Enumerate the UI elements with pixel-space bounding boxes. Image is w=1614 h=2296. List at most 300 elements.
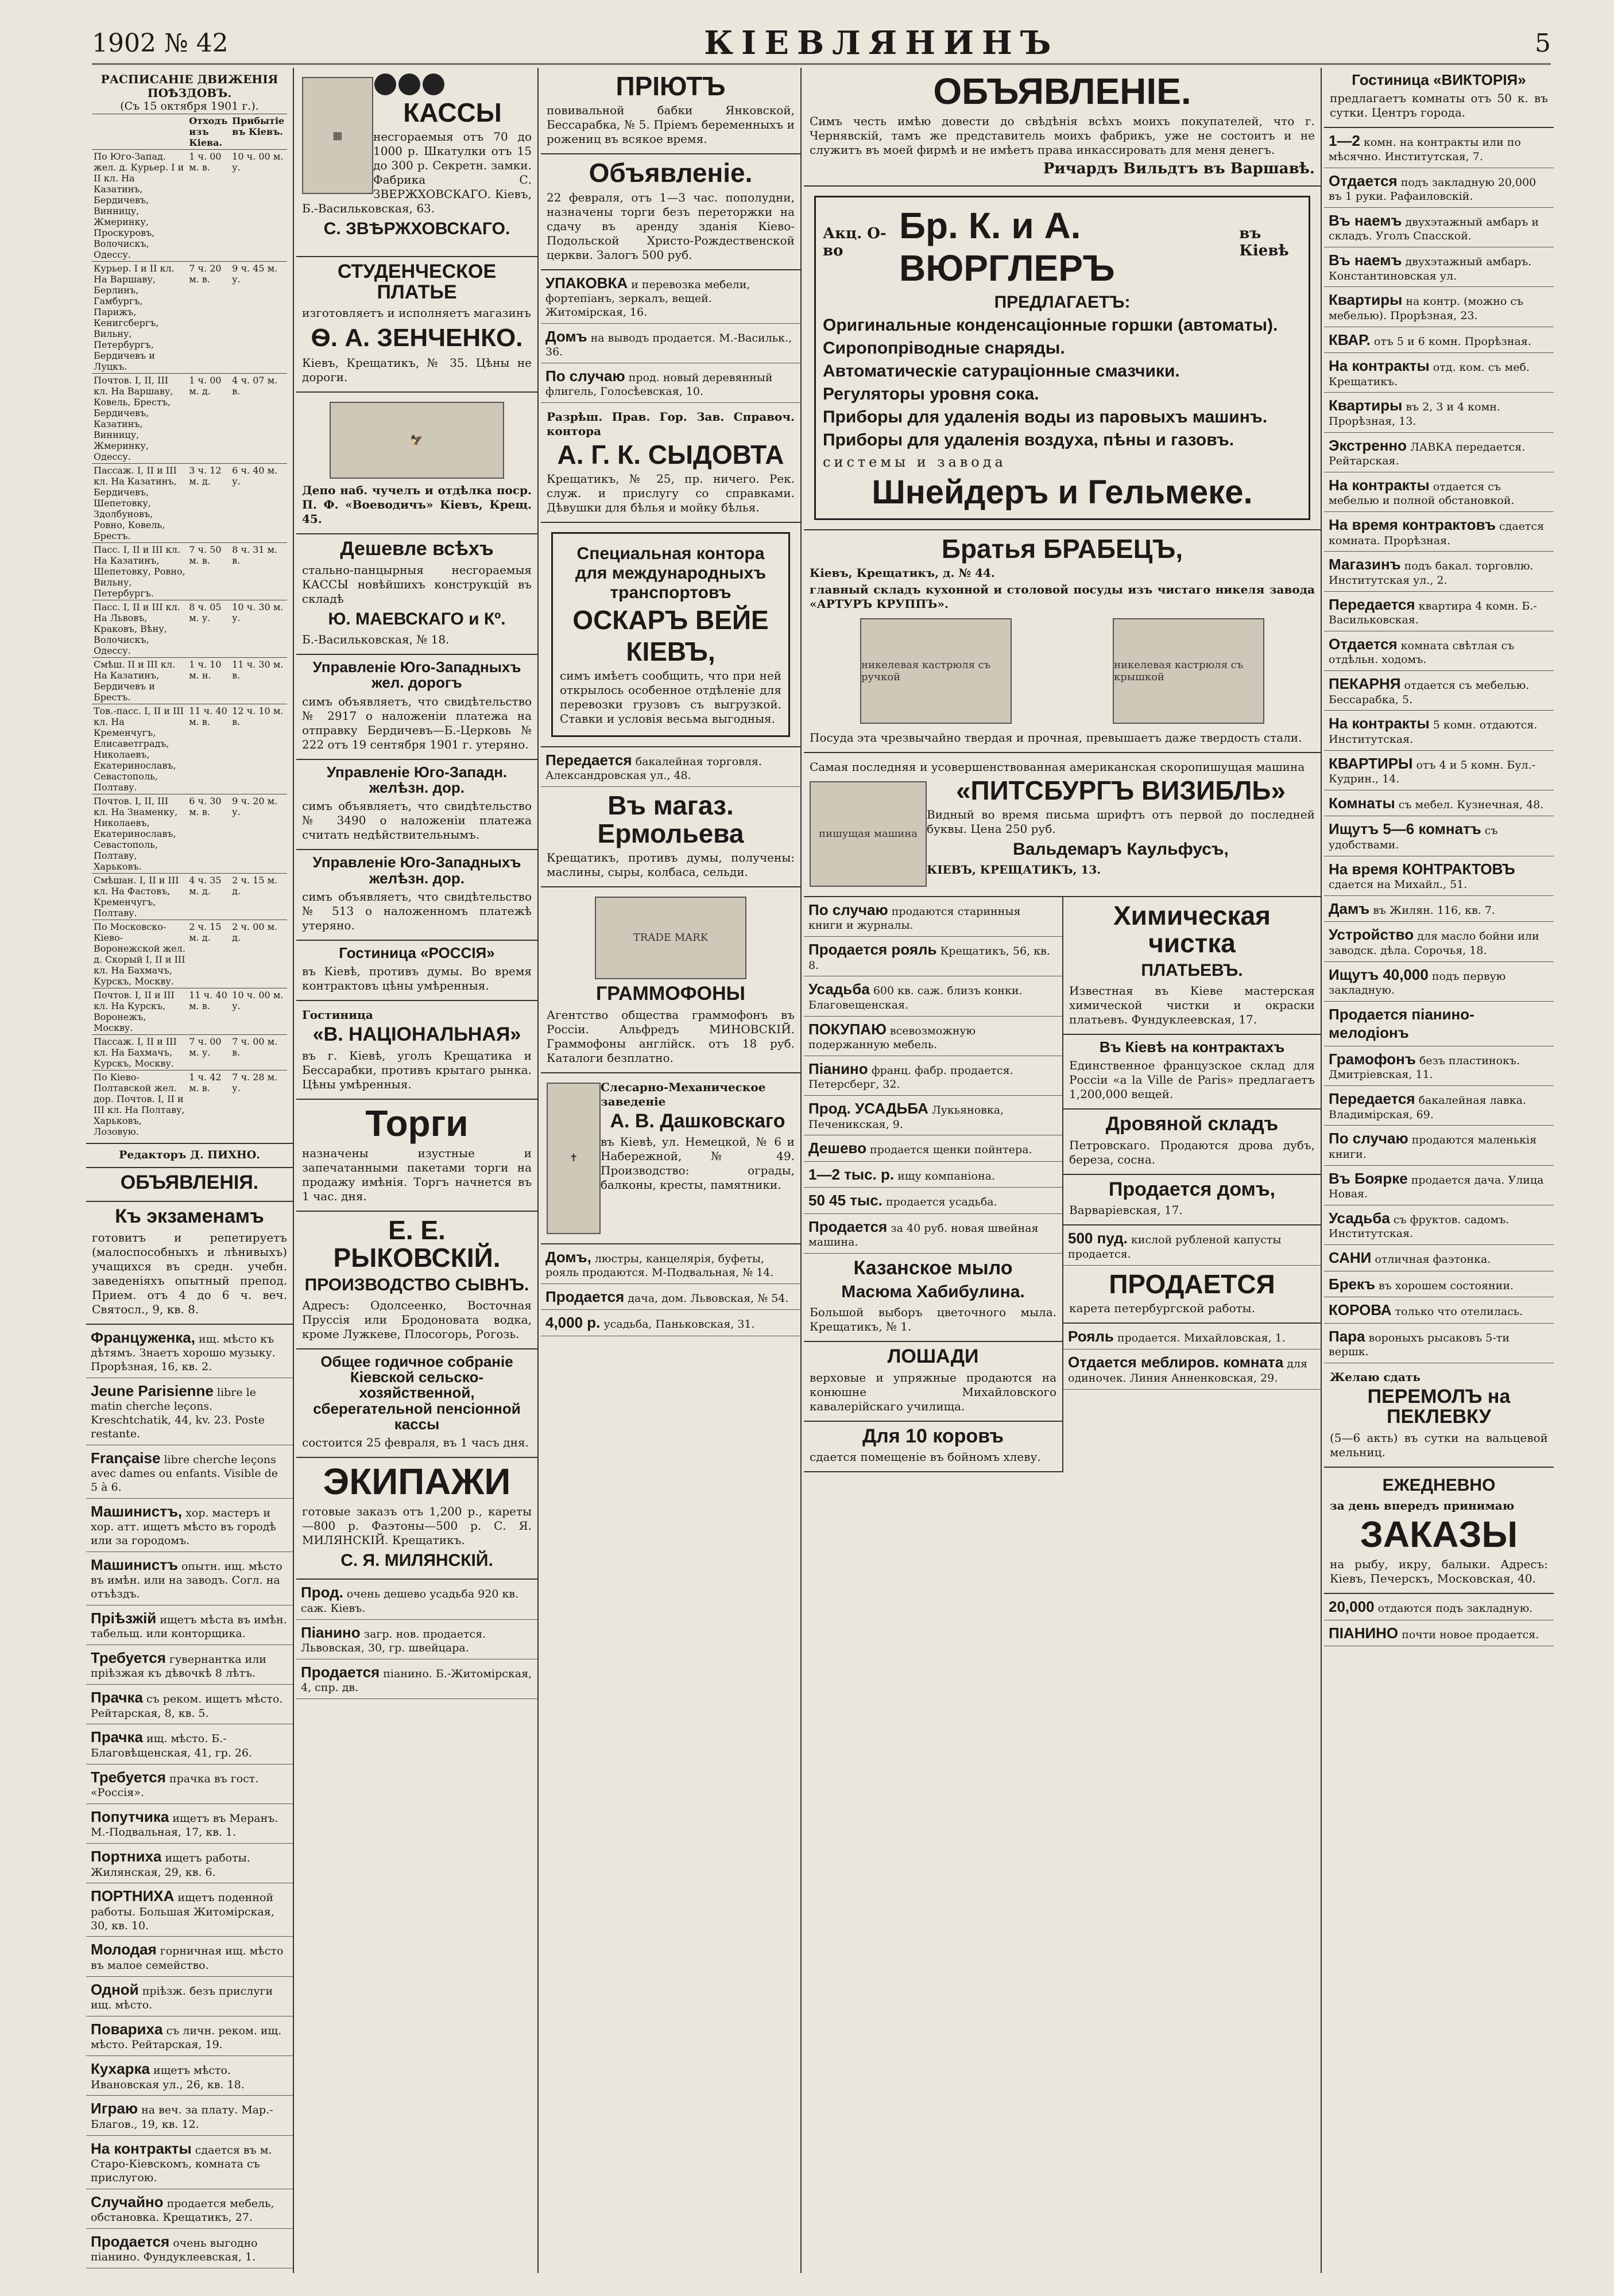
rr2-title: Управленіе Юго-Западн. желѣзн. дор. [326, 763, 508, 796]
small-ad [1324, 962, 1554, 1002]
small-ad-text: Крещатикъ, 56, кв. 8. [808, 945, 1050, 972]
pittsburgh-pre: Самая последняя и усовершенствованная американская скоропишущая машина [810, 759, 1305, 774]
small-ad-text: продается усадьба. [882, 1196, 997, 1209]
ermolyev-text: Крещатикъ, противъ думы, получены: маслины, сыры, колбаса, сельди. [547, 850, 795, 879]
brabec-ad [804, 530, 1321, 753]
column-4 [804, 68, 1322, 2273]
orders-pre: ЕЖЕДНЕВНО [1382, 1476, 1496, 1495]
small-ad [1324, 168, 1554, 208]
train-departure: 11 ч. 40 м. в. [187, 988, 230, 1034]
small-ad-text: 5 комн. отдаются. Институтская. [1329, 719, 1538, 746]
small-ad-keyword: Въ наемъ [1329, 211, 1402, 229]
milling-pre: Желаю сдать [1330, 1370, 1421, 1384]
small-ad [1324, 1166, 1554, 1205]
orders-ad [1324, 1468, 1554, 1594]
student-ad [296, 257, 537, 393]
meeting-text: состоится 25 февраля, въ 1 часъ дня. [302, 1436, 529, 1450]
small-ad [804, 1135, 1062, 1162]
small-ad [1324, 1086, 1554, 1126]
pot-illustration: никелевая кастрюля съ крышкой [1113, 618, 1264, 724]
dry-cleaning-title: Химическая чистка [1113, 900, 1271, 959]
wurgler-item: Приборы для удаленія воздуха, пѣны и газовъ. [823, 430, 1234, 449]
small-ad-text: ищетъ работы. Жилянская, 29, кв. 6. [91, 1852, 250, 1879]
small-ad [86, 2056, 293, 2096]
small-ad: УПАКОВКА и перевозка мебели, фортепіанъ, зеркалъ, вещей. Житомірская, 16. [541, 270, 800, 324]
small-ad-keyword: Пара [1329, 1327, 1365, 1345]
small-ad-keyword: Машинистъ, [91, 1502, 183, 1520]
small-ad-text: подъ бакал. торговлю. Институтская ул., 2. [1329, 560, 1534, 587]
small-ad-text: Лукьяновка, Печеникская, 9. [808, 1104, 1004, 1131]
train-arrival: 2 ч. 00 м. д. [230, 920, 287, 988]
small-ad: Домъ, люстры, канцелярія, буфеты, рояль продаются. М-Подвальная, № 14. [541, 1244, 800, 1284]
train-route: Пассаж. I, II и III кл. На Бахмачъ, Курскъ, Москву. [92, 1034, 187, 1070]
small-ad-keyword: КОРОВА [1329, 1301, 1392, 1319]
small-ad [1324, 1046, 1554, 1086]
horses-title: ЛОШАДИ [887, 1345, 979, 1367]
train-route: По Кіево-Полтавской жел. дор. Почтов. I, II и III кл. На Полтаву, Харьковъ, Лозовую. [92, 1070, 187, 1138]
train-route: По Юго-Запад. жел. д. Курьер. I и II кл. На Казатинъ, Бердичевъ, Винницу, Жмеринку, Проскуровъ, Волочискъ, Одессу. [92, 149, 187, 261]
small-ad [86, 1445, 293, 1499]
small-ad-text: отдается съ мебелью и полной обстановкой. [1329, 480, 1515, 507]
cheap-safes-ad [296, 534, 537, 655]
brabec-title: Братья БРАБЕЦЪ, [941, 533, 1183, 564]
small-ad-keyword: Дамъ [1329, 899, 1370, 917]
small-ad-text: продается щенки пойнтера. [866, 1143, 1032, 1157]
train-arr-header: Прибытіе въ Кіевъ. [230, 114, 287, 149]
rykovsky-text: Адресъ: Одолсеенко, Восточная Пруссія или Бродоновата водка, кроме Лужкеве, Плосогорь, Рогозь. [302, 1298, 532, 1341]
small-ad-keyword: На контракты [1329, 357, 1430, 375]
small-ad [1324, 327, 1554, 354]
cheap-name: Ю. МАЕВСКАГО и Кº. [328, 610, 506, 629]
small-ad [1324, 922, 1554, 961]
small-ad [86, 1605, 293, 1645]
kazan-name: Масюма Хабибулина. [841, 1282, 1025, 1301]
wurgler-title: Бр. К. и А. ВЮРГЛЕРЪ [899, 204, 1115, 289]
train-arrival: 9 ч. 45 м. у. [230, 261, 287, 373]
small-ad [86, 1685, 293, 1724]
small-ad-keyword: На время КОНТРАКТОВЪ [1329, 860, 1515, 878]
train-row [92, 1070, 287, 1138]
small-ad [1324, 790, 1554, 817]
train-schedule-title: РАСПИСАНІЕ ДВИЖЕНІЯ ПОѢЗДОВЪ. [100, 72, 278, 100]
contracts-title: Въ Кіевѣ на контрактахъ [1099, 1038, 1285, 1056]
small-ad-text: съ фруктов. садомъ. Институтская. [1329, 1213, 1510, 1240]
small-ad [86, 2189, 293, 2229]
veie-title: ОСКАРЪ ВЕЙЕ [572, 605, 769, 635]
hotel-nat-text: въ г. Кіевѣ, уголъ Крещатика и Бессарабки, противъ крытаго рынка. Цѣны умѣренныя. [302, 1048, 532, 1091]
carriages-text: готовые заказъ отъ 1,200 р., кареты—800 р. Фаэтоны—500 р. С. Я. МИЛЯНСКІЙ. Крещатикъ. [302, 1504, 532, 1548]
small-ad [1324, 393, 1554, 432]
gramophone-title: ГРАММОФОНЫ [596, 982, 745, 1004]
small-ad-text: въ 2, 3 и 4 комн. Прорѣзная, 13. [1329, 401, 1501, 428]
train-schedule-subtitle: (Съ 15 октября 1901 г.). [120, 100, 259, 113]
small-ad-text: ЛАВКА передается. Рейтарская. [1329, 440, 1526, 468]
small-ad-text: вороныхъ рысаковъ 5-ти вершк. [1329, 1331, 1510, 1359]
milling-ad [1324, 1363, 1554, 1468]
train-schedule [86, 68, 293, 1144]
small-ad-keyword: ПЕКАРНЯ [1329, 675, 1401, 693]
small-ad-keyword: ПОРТНИХА [91, 1887, 175, 1905]
small-ad-keyword: Отдается [1329, 172, 1398, 189]
train-row [92, 657, 287, 704]
small-ad-keyword: Случайно [91, 2193, 164, 2210]
small-ad-text: отъ 5 и 6 комн. Прорѣзная. [1370, 335, 1531, 348]
small-ad-text: опытн. ищ. мѣсто въ имѣн. или на заводъ. Согл. на отъѣздъ. [91, 1560, 282, 1600]
wurgler-ad [804, 187, 1321, 530]
small-ad-keyword: 1—2 [1329, 132, 1360, 150]
train-departure: 8 ч. 05 м. у. [187, 600, 230, 657]
rr2-text: симъ объявляетъ, что свидѣтельство № 3490 о наложеніи платежа считать недѣйствительнымъ. [302, 799, 532, 842]
student-addr: Кіевъ, Крещатикъ, № 35. Цѣны не дороги. [302, 356, 532, 385]
wildt-notice [804, 68, 1321, 187]
small-ad: Прод. очень дешево усадьба 920 кв. саж. Кіевъ. [296, 1580, 537, 1619]
small-ad-text: въ хорошем состоянии. [1375, 1279, 1514, 1292]
small-ad-text: съ удобствами. [1329, 824, 1498, 851]
wurgler-firm: Шнейдеръ и Гельмеке. [872, 473, 1253, 511]
ermolyev-ad [541, 787, 800, 887]
dry-cleaning-text: Известная въ Кіеве мастерская химической чистки и окраски платьевъ. Фундуклеевская, 17. [1069, 983, 1315, 1026]
wurgler-item: Оригинальные конденсаціонные горшки (автоматы). [823, 315, 1278, 335]
orders-title: ЗАКАЗЫ [1360, 1514, 1518, 1556]
small-ad-keyword: Jeune Parisienne [91, 1382, 214, 1399]
small-ad-text: продаются маленькія книги. [1329, 1134, 1537, 1161]
small-ad-keyword: Передается [1329, 595, 1415, 613]
firewood-title: Дровяной складъ [1105, 1112, 1279, 1135]
contracts-text: Единственное французское склад для Россіи «a la Ville de Paris» предлагаетъ 1,200,000 вещей. [1069, 1058, 1315, 1101]
train-route: Смѣшан. I, II и III кл. На Фастовъ, Кременчугъ, Полтаву. [92, 873, 187, 920]
kassy-factory: С. ЗВѢРЖХОВСКАГО. [323, 219, 510, 239]
cows-text: сдается помещеніе въ бойномъ хлеву. [810, 1450, 1041, 1464]
small-ad [1324, 552, 1554, 591]
small-ad-text: отдается съ мебелью. Бессарабка, 5. [1329, 679, 1530, 706]
small-ad-text: сдается въ м. Старо-Кіевскомъ, комната съ прислугою. [91, 2143, 272, 2184]
small-ad [1324, 512, 1554, 552]
small-ad-keyword: Повариха [91, 2020, 163, 2038]
small-ad-keyword: Усадьба [1329, 1209, 1390, 1227]
small-ad-keyword: Играю [91, 2100, 138, 2117]
cheap-title: Дешевле всѣхъ [340, 538, 494, 560]
carriages-ad [296, 1458, 537, 1580]
exam-text: готовитъ и репетируетъ (малоспособныхъ и лѣнивыхъ) учащихся въ средн. учебн. заведеніяхъ опытный препод. Прием. отъ 4 до 6 ч. веч. Святосл., 9, кв. 8. [92, 1230, 287, 1316]
small-ad-keyword: Магазинъ [1329, 556, 1401, 573]
small-ad-keyword: Отдается [1329, 635, 1398, 653]
small-ad-text: квартира 4 комн. Б.-Васильковская. [1329, 599, 1537, 627]
dry-cleaning-sub: ПЛАТЬЕВЪ. [1141, 960, 1243, 980]
kazan-text: Большой выборъ цветочного мыла. Крещатикъ, № 1. [810, 1305, 1056, 1333]
train-arrival: 10 ч. 00 м. у. [230, 988, 287, 1034]
small-ad [1324, 353, 1554, 393]
small-ad [86, 2229, 293, 2268]
cows-title: Для 10 коровъ [862, 1425, 1004, 1447]
brabec-text: Посуда эта чрезвычайно твердая и прочная, превышаетъ даже твердость стали. [810, 730, 1302, 744]
issue-number: 1902 № 42 [92, 28, 229, 58]
carriage-sale-text: карета петербургской работы. [1069, 1301, 1255, 1315]
train-row [92, 373, 287, 463]
carriages-title: ЭКИПАЖИ [323, 1461, 511, 1503]
train-route: Почтов. I, II, III кл. На Знаменку, Николаевъ, Екатеринославъ, Севастополь, Полтаву, Харьковъ. [92, 794, 187, 873]
train-arrival: 10 ч. 00 м. у. [230, 149, 287, 261]
small-ad [1324, 1271, 1554, 1298]
small-ad [1324, 1245, 1554, 1271]
train-arrival: 12 ч. 10 м. в. [230, 704, 287, 794]
train-arrival: 10 ч. 30 м. у. [230, 600, 287, 657]
eagle-illustration: 🦅 [330, 402, 504, 479]
train-row [92, 794, 287, 873]
small-ad [86, 2096, 293, 2135]
train-row [92, 704, 287, 794]
hotel-victoria-ad [1324, 68, 1554, 128]
small-ad-text: ищ. мѣсто къ дѣтямъ. Знаетъ хорошо музыку. Прорѣзная, 16, кв. 2. [91, 1332, 276, 1374]
small-ad-text: libre le matin cherche leçons. Kreschtchatik, 44, kv. 23. Poste restante. [91, 1386, 265, 1440]
contracts-ad [1063, 1035, 1321, 1110]
small-ad [1324, 592, 1554, 631]
sydov-title: А. Г. К. СЫДОВТА [557, 440, 784, 470]
wildt-sign: Ричардъ Вильдтъ въ Варшавѣ. [1043, 160, 1315, 178]
exam-ad [86, 1202, 293, 1325]
church-text: 22 февраля, отъ 1—3 час. пополудни, назначены торги безъ переторжки на сдачу въ аренду зданія Кіево-Подольской Христо-Рождественской церкви. Залогъ 500 руб. [547, 190, 795, 262]
rykovsky-ad [296, 1212, 537, 1349]
house-sale-title: Продается домъ, [1108, 1178, 1276, 1200]
small-ad [86, 1804, 293, 1844]
shelter-text: повивальной бабки Янковской, Бессарабка, № 5. Пріемъ беременныхъ и рожениц въ всякое время. [547, 103, 795, 146]
railway-notice-2 [296, 760, 537, 851]
house-sale-ad [1063, 1175, 1321, 1226]
train-table-header [92, 114, 287, 149]
small-ad [1324, 631, 1554, 671]
rr3-title: Управленіе Юго-Западныхъ желѣзн. дор. [312, 854, 521, 887]
wurgler-item: Приборы для удаленія воды из паровыхъ машинъ. [823, 407, 1268, 426]
railway-notice-1 [296, 655, 537, 760]
small-ad: Продается дача, дом. Львовская, № 54. [541, 1284, 800, 1310]
train-departure: 1 ч. 00 м. д. [187, 373, 230, 463]
train-row [92, 988, 287, 1034]
small-ad-text: пріѣзж. безъ прислуги ищ. мѣсто. [91, 1984, 273, 2012]
train-row [92, 149, 287, 261]
small-ad-text: ищ. мѣсто. Б.-Благовѣщенская, 41, гр. 26. [91, 1732, 253, 1759]
col4-lower-left [804, 897, 1063, 1472]
small-ad-keyword: Прод. УСАДЬБА [808, 1100, 928, 1118]
saucepan-illustration: никелевая кастрюля съ ручкой [860, 618, 1012, 724]
small-ad [86, 1325, 293, 1378]
ermolyev-title: Въ магаз. Ермольева [597, 790, 744, 848]
taxidermy-text: Депо наб. чучелъ и отдѣлка поср. П. Ф. «Воеводичъ» Кіевъ, Крещ. 45. [302, 483, 532, 526]
col1-small-ads [86, 1325, 293, 2268]
hotel-nat-pre: Гостиница [302, 1008, 373, 1022]
masthead [92, 23, 1551, 65]
small-ad-keyword: Грамофонъ [1329, 1050, 1416, 1068]
small-ad: 500 пуд. кислой рубленой капусты продается. [1063, 1225, 1321, 1265]
small-ad: Продается пiанино. Б.-Житомірская, 4, спр. дв. [296, 1659, 537, 1699]
small-ad-keyword: ПОКУПАЮ [808, 1020, 887, 1038]
small-ad-keyword: Піанино [808, 1060, 868, 1077]
carriages-name: С. Я. МИЛЯНСКІЙ. [340, 1551, 493, 1570]
train-arrival: 7 ч. 00 м. в. [230, 1034, 287, 1070]
small-ad-keyword: Брекъ [1329, 1275, 1375, 1293]
train-route: Пасс. I, II и III кл. На Львовъ, Краковъ, Вѣну, Волочискъ, Одессу. [92, 600, 187, 657]
small-ad-keyword: Дешево [808, 1139, 866, 1157]
train-departure: 11 ч. 40 м. в. [187, 704, 230, 794]
meeting-ad [296, 1349, 537, 1458]
small-ad [804, 897, 1062, 937]
hotel-russia-text: въ Кіевѣ, противъ думы. Во время контрактовъ цѣны умѣренныя. [302, 964, 532, 993]
train-dep-header: Отходъ изъ Кіева. [187, 114, 230, 149]
small-ad-text: ищетъ мѣста въ имѣн. табельщ. или конторщика. [91, 1613, 287, 1640]
safe-illustration: ▦ [302, 77, 373, 194]
small-ad: Піанино загр. нов. продается. Львовская, 30, гр. швейцара. [296, 1620, 537, 1659]
col4-lower [804, 897, 1321, 1472]
hotel-russia-ad [296, 941, 537, 1001]
wurgler-city: въ Кіевѣ [1239, 224, 1289, 259]
gramophone-trademark: TRADE MARK [595, 897, 746, 979]
train-departure: 1 ч. 10 м. н. [187, 657, 230, 704]
column-5 [1324, 68, 1554, 2273]
train-route: Пасс. I, II и III кл. На Казатинъ, Шепетовку, Ровно, Вильну, Петербургъ. [92, 542, 187, 600]
small-ad [86, 1764, 293, 1804]
small-ad-text: франц. фабр. продается. Петерсберг, 32. [808, 1064, 1013, 1091]
small-ad-keyword: Портниха [91, 1848, 162, 1865]
train-departure: 3 ч. 12 м. д. [187, 463, 230, 542]
carriage-sale-ad [1063, 1266, 1321, 1324]
brabec-addr: Кіевъ, Крещатикъ, д. № 44. [810, 565, 995, 580]
small-ad [1324, 1205, 1554, 1245]
train-departure: 7 ч. 20 м. в. [187, 261, 230, 373]
small-ad [804, 1056, 1062, 1096]
column-1 [86, 68, 294, 2273]
train-arrival: 11 ч. 30 м. в. [230, 657, 287, 704]
editor-line: Редакторъ Д. ПИХНО. [86, 1144, 293, 1168]
small-ad [86, 1844, 293, 1883]
train-route: Тов.-пасс. I, II и III кл. На Кременчугъ, Елисаветградъ, Николаевъ, Екатеринославъ, Севастополь, Полтаву. [92, 704, 187, 794]
small-ad [1324, 1297, 1554, 1324]
veie-ad [541, 523, 800, 747]
small-ad-text: двухэтажный амбаръ. Константиновская ул. [1329, 255, 1532, 282]
small-ad [804, 1096, 1062, 1135]
rykovsky-sub: ПРОИЗВОДСТВО СЫВНЪ. [304, 1275, 529, 1294]
small-ad-keyword: Продается піанино-мелодіонъ [1329, 1005, 1474, 1042]
auction-title: Торги [365, 1102, 469, 1144]
small-ad-text: продается дача. Улица Новая. [1329, 1173, 1544, 1201]
small-ad-text: отд. ком. съ меб. Крещатикъ. [1329, 361, 1530, 388]
small-ad-text: гувернантка или пріѣзжая къ дѣвочкѣ 8 лѣтъ. [91, 1653, 266, 1680]
train-departure: 1 ч. 00 м. в. [187, 149, 230, 261]
newspaper-title: КІЕВЛЯНИНЪ [704, 24, 1059, 62]
shelter-ad [541, 68, 800, 154]
column-3 [541, 68, 802, 2273]
train-route: Курьер. I и II кл. На Варшаву, Берлинъ, Гамбургъ, Парижъ, Кенигсбергъ, Вильну, Петербургъ, Бердичевъ и Луцкъ. [92, 261, 187, 373]
kassy-ad [296, 68, 537, 257]
small-ad [86, 1937, 293, 1976]
dry-cleaning-ad [1063, 897, 1321, 1035]
small-ad [1324, 671, 1554, 711]
wurgler-item: Регуляторы уровня сока. [823, 384, 1039, 404]
dashkovsky-ad [541, 1073, 800, 1244]
small-ad [86, 1977, 293, 2016]
small-ad-text: комната свѣтлая съ отдѣльн. ходомъ. [1329, 639, 1515, 666]
hotel-russia-title: Гостиница «РОССІЯ» [339, 944, 495, 961]
train-row [92, 1034, 287, 1070]
small-ad-text: сдается комната. Прорѣзная. [1329, 520, 1545, 547]
small-ad-text: прачка въ гост. «Россія». [91, 1772, 259, 1799]
small-ad-text: съ реком. ищетъ мѣсто. Рейтарская, 8, кв. 5. [91, 1693, 283, 1720]
wurgler-system: системы и завода [823, 453, 1007, 470]
small-ad [1324, 247, 1554, 287]
kassy-text: несгораемыя отъ 70 до 1000 р. Шкатулки отъ 15 до 300 р. Секретн. замки. Фабрика С. ЗВЕРЖХОВСКАГО. Кіевъ, Б.-Васильковская, 63. [302, 130, 532, 216]
small-ad [1324, 433, 1554, 472]
small-ad-keyword: Машинистъ [91, 1556, 178, 1573]
small-ad [804, 976, 1062, 1016]
train-arrival: 7 ч. 28 м. у. [230, 1070, 287, 1138]
railway-notice-3 [296, 850, 537, 941]
wurgler-items [823, 316, 1302, 450]
train-route: Пассаж. I, II и III кл. На Казатинъ, Бердичевъ, Шепетовку, Здолбуновъ, Ровно, Ковель, Брестъ. [92, 463, 187, 542]
wildt-text: Симъ честь имѣю довести до свѣдѣнія всѣхъ моихъ покупателей, что г. Чернявскій, тамъ же представитель моихъ фабрикъ, уже не состоитъ и не служитъ въ моей фирмѣ и не имѣетъ права инкассировать для меня денегъ. [810, 114, 1315, 157]
train-table [92, 114, 287, 1138]
student-sub: изготовляетъ и исполняетъ магазинъ [302, 306, 531, 320]
small-ad [86, 1724, 293, 1764]
train-route: Смѣш. II и III кл. На Казатинъ, Бердичевъ и Брестъ. [92, 657, 187, 704]
hotel-national-ad [296, 1001, 537, 1100]
column-2 [296, 68, 539, 2273]
small-ad-text: для масло бойни или заводск. дѣла. Сорочья, 18. [1329, 930, 1539, 957]
small-ad-text: сдается на Михайл., 51. [1329, 878, 1468, 891]
train-row [92, 542, 287, 600]
small-ad-text: отличная фаэтонка. [1371, 1253, 1491, 1266]
small-ad-keyword: Ищутъ 40,000 [1329, 965, 1429, 983]
small-ad [86, 1645, 293, 1685]
small-ad-keyword: Квартиры [1329, 397, 1403, 414]
small-ad-text: съ мебел. Кузнечная, 48. [1395, 798, 1544, 811]
small-ad-text: 600 кв. саж. близъ конки. Благовещенская. [808, 984, 1023, 1011]
small-ad-keyword: Одной [91, 1980, 139, 1998]
small-ad-keyword: Требуется [91, 1768, 166, 1786]
small-ad-keyword: Молодая [91, 1941, 157, 1958]
small-ad-keyword: Француженка, [91, 1328, 195, 1346]
small-ad [804, 1162, 1062, 1188]
small-ad-text: продается мебель, обстановка. Крещатикъ, 27. [91, 2197, 274, 2224]
col4-small-ads [804, 897, 1062, 1254]
veie-city: КІЕВЪ, [626, 636, 715, 666]
small-ad-keyword: Въ наемъ [1329, 251, 1402, 269]
wildt-title: ОБЪЯВЛЕНІЕ. [933, 71, 1191, 112]
small-ad-keyword: На контракты [1329, 715, 1430, 732]
rr1-text: симъ объявляетъ, что свидѣтельство № 2917 о наложеніи платежа на отправку Бердичевъ—Б.-Церковь № 222 отъ 19 сентября 1901 г. утеряно. [302, 694, 532, 751]
gramophone-ad [541, 887, 800, 1073]
small-ad-text: ищетъ мѣсто. Ивановская ул., 26, кв. 18. [91, 2064, 245, 2091]
small-ad [1324, 1324, 1554, 1363]
dashkovsky-pre: Слесарно-Механическое заведеніе [601, 1080, 766, 1108]
small-ad-text: на контр. (можно съ мебелью). Прорѣзная, 23. [1329, 295, 1524, 322]
train-arrival: 2 ч. 15 м. д. [230, 873, 287, 920]
small-ad-keyword: Комнаты [1329, 794, 1395, 812]
small-ad-keyword: Устройство [1329, 926, 1414, 944]
train-route: По Московско-Кіево-Воронежской жел. д. Скорый I, II и III кл. На Бахмачъ, Курскъ, Москву. [92, 920, 187, 988]
cows-ad [804, 1422, 1062, 1473]
small-ad-keyword: На время контрактовъ [1329, 516, 1496, 534]
train-departure: 7 ч. 00 м. у. [187, 1034, 230, 1070]
train-row [92, 600, 287, 657]
train-departure: 7 ч. 50 м. в. [187, 542, 230, 600]
hotel-victoria-title: Гостиница «ВИКТОРІЯ» [1352, 71, 1526, 88]
orders-text: на рыбу, икру, балыки. Адресъ: Кіевъ, Печерскъ, Московская, 40. [1330, 1557, 1548, 1586]
small-ad-text: всевозможную подержанную мебель. [808, 1024, 976, 1052]
meeting-title: Общее годичное собраніе Кіевской сельско-хозяйственной, сберегательной пенсіонной кассы [313, 1352, 521, 1433]
small-ad-keyword: Экстренно [1329, 436, 1407, 454]
cross-illustration: ✝ [547, 1083, 601, 1234]
horses-text: верховые и упряжные продаются на конюшне Михайловского кавалерійскаго училища. [810, 1370, 1056, 1413]
small-ad: 20,000 отдаются подъ закладную. [1324, 1594, 1554, 1620]
small-ad-keyword: 1—2 тыс. р. [808, 1165, 895, 1183]
small-ad-text: двухэтажный амбаръ и складъ. Уголъ Спасской. [1329, 215, 1539, 243]
